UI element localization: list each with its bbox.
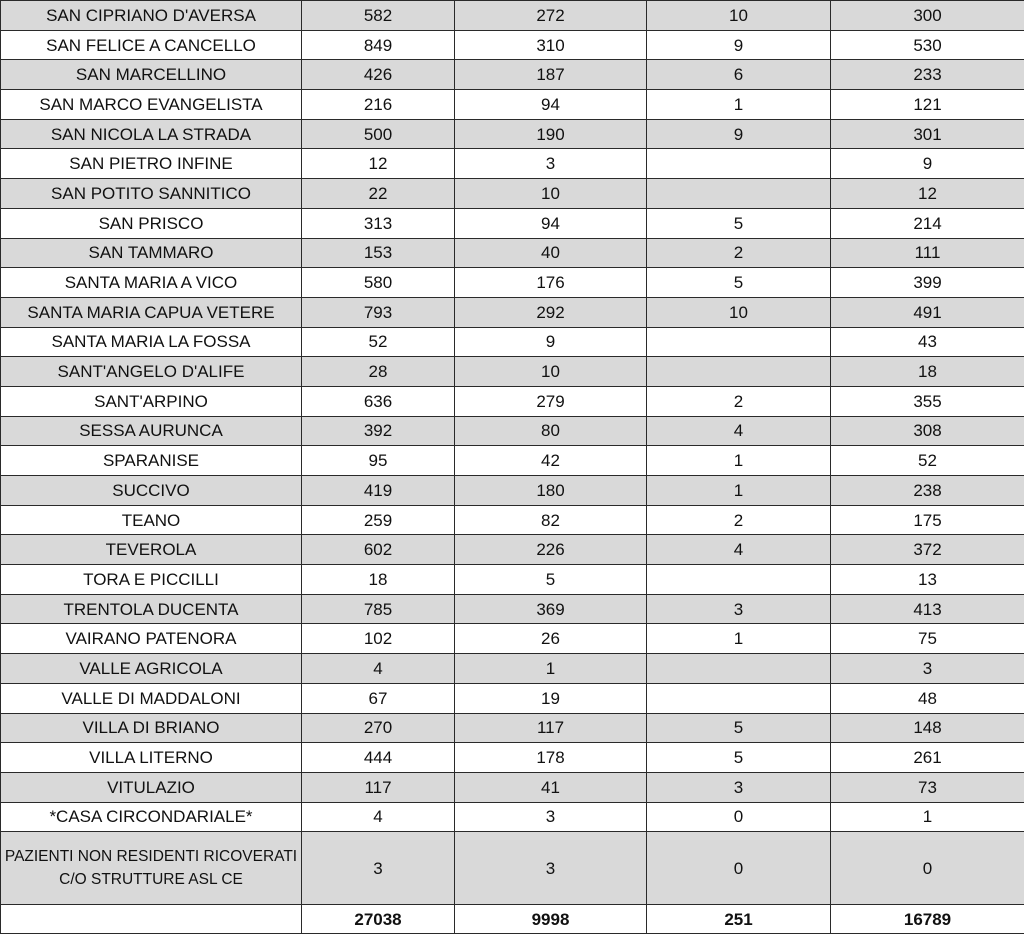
municipality-cell: SPARANISE xyxy=(1,446,302,476)
table-row xyxy=(1,1,1024,31)
value-cell-2: 3 xyxy=(455,149,647,179)
value-cell-3: 0 xyxy=(647,832,831,905)
value-cell-2: 176 xyxy=(455,268,647,298)
value-cell-3: 2 xyxy=(647,505,831,535)
value-cell-4: 301 xyxy=(831,119,1024,149)
value-cell-4: 238 xyxy=(831,476,1024,506)
value-cell-2: 94 xyxy=(455,90,647,120)
value-cell-1: 4 xyxy=(302,802,455,832)
value-cell-3 xyxy=(647,327,831,357)
municipality-cell: SANTA MARIA LA FOSSA xyxy=(1,327,302,357)
municipality-cell: SAN NICOLA LA STRADA xyxy=(1,119,302,149)
table-row xyxy=(1,149,1024,179)
municipality-cell: SANTA MARIA A VICO xyxy=(1,268,302,298)
value-cell-4: 399 xyxy=(831,268,1024,298)
value-cell-2: 310 xyxy=(455,30,647,60)
value-cell-1: 580 xyxy=(302,268,455,298)
value-cell-2: 180 xyxy=(455,476,647,506)
value-cell-3: 2 xyxy=(647,386,831,416)
value-cell-4: 111 xyxy=(831,238,1024,268)
value-cell-3: 4 xyxy=(647,416,831,446)
municipality-cell: SAN MARCELLINO xyxy=(1,60,302,90)
value-cell-2: 292 xyxy=(455,297,647,327)
table-body xyxy=(1,1,1024,934)
value-cell-4: 13 xyxy=(831,565,1024,595)
value-cell-2: 117 xyxy=(455,713,647,743)
value-cell-1: 18 xyxy=(302,565,455,595)
value-cell-2: 42 xyxy=(455,446,647,476)
table-row xyxy=(1,119,1024,149)
value-cell-2: 190 xyxy=(455,119,647,149)
value-cell-3: 5 xyxy=(647,208,831,238)
value-cell-4: 214 xyxy=(831,208,1024,238)
value-cell-2: 3 xyxy=(455,802,647,832)
table-row xyxy=(1,30,1024,60)
value-cell-2: 82 xyxy=(455,505,647,535)
total-value-cell-3: 251 xyxy=(647,905,831,934)
municipality-cell: VAIRANO PATENORA xyxy=(1,624,302,654)
value-cell-1: 102 xyxy=(302,624,455,654)
value-cell-3: 10 xyxy=(647,1,831,31)
table-row xyxy=(1,327,1024,357)
value-cell-4: 372 xyxy=(831,535,1024,565)
value-cell-1: 313 xyxy=(302,208,455,238)
value-cell-1: 67 xyxy=(302,683,455,713)
value-cell-3 xyxy=(647,683,831,713)
table-row xyxy=(1,357,1024,387)
municipality-cell: SAN CIPRIANO D'AVERSA xyxy=(1,1,302,31)
table-row xyxy=(1,179,1024,209)
value-cell-4: 148 xyxy=(831,713,1024,743)
value-cell-1: 22 xyxy=(302,179,455,209)
municipality-cell: SAN FELICE A CANCELLO xyxy=(1,30,302,60)
value-cell-2: 226 xyxy=(455,535,647,565)
municipality-cell: TEANO xyxy=(1,505,302,535)
value-cell-2: 5 xyxy=(455,565,647,595)
value-cell-2: 9 xyxy=(455,327,647,357)
value-cell-2: 272 xyxy=(455,1,647,31)
total-value-cell-2: 9998 xyxy=(455,905,647,934)
value-cell-4: 75 xyxy=(831,624,1024,654)
value-cell-4: 300 xyxy=(831,1,1024,31)
value-cell-1: 117 xyxy=(302,772,455,802)
table-row xyxy=(1,268,1024,298)
value-cell-4: 52 xyxy=(831,446,1024,476)
value-cell-4: 3 xyxy=(831,654,1024,684)
municipality-cell: SANT'ARPINO xyxy=(1,386,302,416)
value-cell-3: 0 xyxy=(647,802,831,832)
value-cell-1: 4 xyxy=(302,654,455,684)
table-row xyxy=(1,297,1024,327)
table-row xyxy=(1,683,1024,713)
table-row xyxy=(1,772,1024,802)
municipality-cell: SAN TAMMARO xyxy=(1,238,302,268)
value-cell-4: 73 xyxy=(831,772,1024,802)
value-cell-3: 9 xyxy=(647,119,831,149)
value-cell-3: 4 xyxy=(647,535,831,565)
value-cell-1: 500 xyxy=(302,119,455,149)
municipality-cell: SAN PRISCO xyxy=(1,208,302,238)
value-cell-3: 3 xyxy=(647,594,831,624)
value-cell-4: 9 xyxy=(831,149,1024,179)
value-cell-3: 2 xyxy=(647,238,831,268)
value-cell-3 xyxy=(647,357,831,387)
municipality-cell: TEVEROLA xyxy=(1,535,302,565)
table-row xyxy=(1,416,1024,446)
value-cell-4: 233 xyxy=(831,60,1024,90)
municipality-cell: SUCCIVO xyxy=(1,476,302,506)
table-row xyxy=(1,624,1024,654)
value-cell-2: 279 xyxy=(455,386,647,416)
value-cell-3: 6 xyxy=(647,60,831,90)
value-cell-1: 793 xyxy=(302,297,455,327)
municipality-cell: PAZIENTI NON RESIDENTI RICOVERATI C/O STRUTTURE ASL CE xyxy=(1,832,302,905)
table-row xyxy=(1,594,1024,624)
value-cell-2: 80 xyxy=(455,416,647,446)
value-cell-1: 636 xyxy=(302,386,455,416)
value-cell-1: 95 xyxy=(302,446,455,476)
value-cell-1: 392 xyxy=(302,416,455,446)
value-cell-1: 419 xyxy=(302,476,455,506)
table-row xyxy=(1,476,1024,506)
table-row xyxy=(1,713,1024,743)
table-row xyxy=(1,565,1024,595)
table-row xyxy=(1,208,1024,238)
value-cell-2: 1 xyxy=(455,654,647,684)
value-cell-2: 10 xyxy=(455,357,647,387)
table-row xyxy=(1,60,1024,90)
table-row xyxy=(1,802,1024,832)
value-cell-4: 261 xyxy=(831,743,1024,773)
municipality-cell: VILLA LITERNO xyxy=(1,743,302,773)
value-cell-2: 40 xyxy=(455,238,647,268)
total-row xyxy=(1,905,1024,934)
value-cell-4: 308 xyxy=(831,416,1024,446)
value-cell-3 xyxy=(647,179,831,209)
value-cell-3: 1 xyxy=(647,90,831,120)
table-row xyxy=(1,238,1024,268)
municipality-cell: SANTA MARIA CAPUA VETERE xyxy=(1,297,302,327)
table-row xyxy=(1,654,1024,684)
value-cell-3 xyxy=(647,149,831,179)
municipality-cell: TRENTOLA DUCENTA xyxy=(1,594,302,624)
value-cell-2: 187 xyxy=(455,60,647,90)
total-value-cell-1: 27038 xyxy=(302,905,455,934)
municipality-cell: VILLA DI BRIANO xyxy=(1,713,302,743)
value-cell-3: 1 xyxy=(647,446,831,476)
value-cell-1: 153 xyxy=(302,238,455,268)
table-row xyxy=(1,90,1024,120)
value-cell-4: 175 xyxy=(831,505,1024,535)
value-cell-2: 369 xyxy=(455,594,647,624)
value-cell-3 xyxy=(647,654,831,684)
municipality-cell: SAN PIETRO INFINE xyxy=(1,149,302,179)
value-cell-1: 602 xyxy=(302,535,455,565)
value-cell-2: 41 xyxy=(455,772,647,802)
table-row xyxy=(1,505,1024,535)
value-cell-2: 26 xyxy=(455,624,647,654)
value-cell-4: 413 xyxy=(831,594,1024,624)
municipality-cell: *CASA CIRCONDARIALE* xyxy=(1,802,302,832)
table-row xyxy=(1,832,1024,905)
value-cell-1: 12 xyxy=(302,149,455,179)
municipality-cell: VITULAZIO xyxy=(1,772,302,802)
total-label-cell xyxy=(1,905,302,934)
value-cell-2: 3 xyxy=(455,832,647,905)
value-cell-3: 5 xyxy=(647,743,831,773)
municipality-cell: VALLE DI MADDALONI xyxy=(1,683,302,713)
value-cell-3: 1 xyxy=(647,476,831,506)
value-cell-1: 849 xyxy=(302,30,455,60)
value-cell-2: 94 xyxy=(455,208,647,238)
value-cell-4: 48 xyxy=(831,683,1024,713)
value-cell-3: 5 xyxy=(647,268,831,298)
value-cell-1: 259 xyxy=(302,505,455,535)
value-cell-3: 10 xyxy=(647,297,831,327)
value-cell-2: 178 xyxy=(455,743,647,773)
value-cell-4: 12 xyxy=(831,179,1024,209)
municipality-cell: SAN MARCO EVANGELISTA xyxy=(1,90,302,120)
value-cell-1: 270 xyxy=(302,713,455,743)
value-cell-1: 582 xyxy=(302,1,455,31)
table-row xyxy=(1,535,1024,565)
municipality-cell: SESSA AURUNCA xyxy=(1,416,302,446)
value-cell-1: 52 xyxy=(302,327,455,357)
value-cell-3: 9 xyxy=(647,30,831,60)
value-cell-1: 444 xyxy=(302,743,455,773)
municipality-cell: SANT'ANGELO D'ALIFE xyxy=(1,357,302,387)
municipality-cell: SAN POTITO SANNITICO xyxy=(1,179,302,209)
value-cell-4: 355 xyxy=(831,386,1024,416)
value-cell-4: 18 xyxy=(831,357,1024,387)
table-row xyxy=(1,446,1024,476)
value-cell-3: 1 xyxy=(647,624,831,654)
value-cell-3 xyxy=(647,565,831,595)
municipality-cell: TORA E PICCILLI xyxy=(1,565,302,595)
value-cell-4: 0 xyxy=(831,832,1024,905)
value-cell-4: 530 xyxy=(831,30,1024,60)
value-cell-1: 3 xyxy=(302,832,455,905)
value-cell-3: 3 xyxy=(647,772,831,802)
value-cell-2: 19 xyxy=(455,683,647,713)
value-cell-4: 121 xyxy=(831,90,1024,120)
value-cell-1: 426 xyxy=(302,60,455,90)
total-value-cell-4: 16789 xyxy=(831,905,1024,934)
table-row xyxy=(1,386,1024,416)
value-cell-3: 5 xyxy=(647,713,831,743)
value-cell-1: 785 xyxy=(302,594,455,624)
table-row xyxy=(1,743,1024,773)
value-cell-4: 43 xyxy=(831,327,1024,357)
value-cell-2: 10 xyxy=(455,179,647,209)
value-cell-4: 491 xyxy=(831,297,1024,327)
municipality-cell: VALLE AGRICOLA xyxy=(1,654,302,684)
value-cell-4: 1 xyxy=(831,802,1024,832)
value-cell-1: 216 xyxy=(302,90,455,120)
value-cell-1: 28 xyxy=(302,357,455,387)
